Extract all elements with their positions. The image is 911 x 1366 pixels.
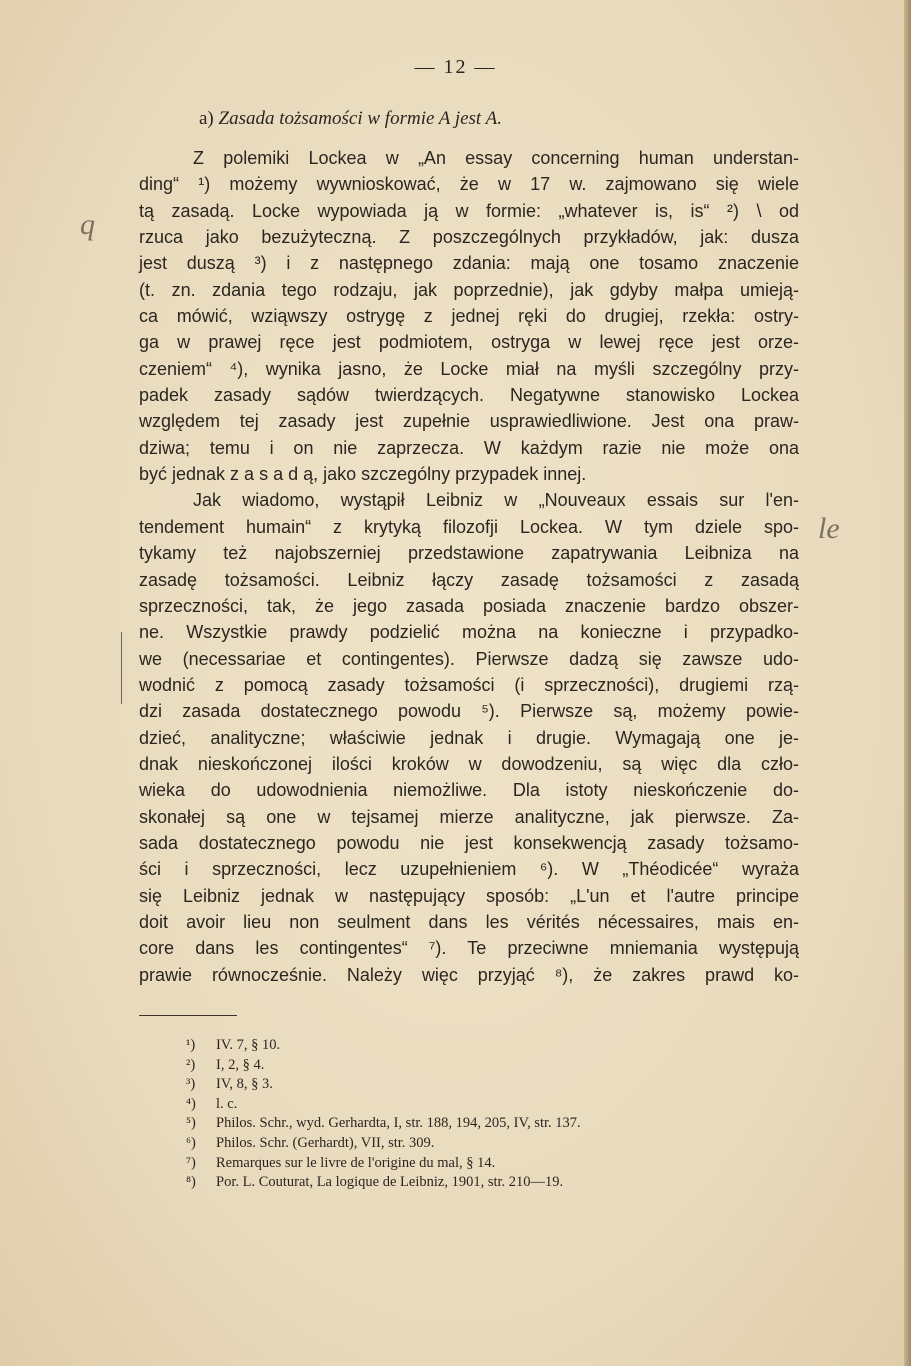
footnote-marker: ³) bbox=[186, 1076, 196, 1093]
footnote-text: I, 2, § 4. bbox=[216, 1056, 265, 1073]
footnote bbox=[186, 1154, 581, 1174]
text-line: (t. zn. zdania tego rodzaju, jak poprzednie), jak gdyby małpa umieją- bbox=[139, 279, 799, 300]
text-line: prawie równocześnie. Należy więc przyjąć ⁸), że zakres prawd ko- bbox=[139, 964, 799, 985]
text-line: się Leibniz jednak w następujący sposób: „L'un et l'autre principe bbox=[139, 885, 799, 906]
text-line: padek zasady sądów twierdzących. Negatywne stanowisko Lockea bbox=[139, 385, 799, 406]
footnote-text: IV, 8, § 3. bbox=[216, 1076, 273, 1093]
text-line: dziwa; temu i on nie zaprzecza. W każdym razie nie może ona bbox=[139, 437, 799, 458]
margin-annotation-right: le bbox=[818, 512, 840, 545]
footnote-text: Por. L. Couturat, La logique de Leibniz, 1901, str. 210—19. bbox=[216, 1174, 564, 1191]
text-line: ści i sprzeczności, lecz uzupełnieniem ⁶). W „Théodicée“ wyraża bbox=[139, 859, 799, 880]
text-line: zasadę tożsamości. Leibniz łączy zasadę tożsamości z zasadą bbox=[139, 569, 799, 590]
footnote bbox=[186, 1056, 581, 1076]
text-line: wodnić z pomocą zasady tożsamości (i sprzeczności), drugiemi rzą- bbox=[139, 674, 799, 695]
margin-annotation-left: q bbox=[80, 208, 95, 241]
footnote-marker: ⁴) bbox=[186, 1095, 196, 1112]
text-line: doit avoir lieu non seulment dans les vérités nécessaires, mais en- bbox=[139, 911, 799, 932]
footnote bbox=[186, 1134, 581, 1154]
footnotes bbox=[186, 1036, 581, 1193]
text-line: rzuca jako bezużyteczną. Z poszczególnych przykładów, jak: dusza bbox=[139, 227, 799, 248]
text-line: ding“ ¹) możemy wywnioskować, że w 17 w. zajmowano się wiele bbox=[139, 174, 799, 195]
footnote-marker: ¹) bbox=[186, 1037, 196, 1053]
footnote-text: Philos. Schr. (Gerhardt), VII, str. 309. bbox=[216, 1134, 435, 1151]
footnote-text: l. c. bbox=[216, 1095, 238, 1112]
footnote bbox=[186, 1095, 581, 1115]
footnote-marker: ⁷) bbox=[186, 1154, 196, 1171]
section-heading bbox=[199, 108, 502, 130]
footnote-marker: ⁶) bbox=[186, 1134, 196, 1151]
text-line: ca mówić, wziąwszy ostrygę z jednej ręki do drugiej, rzekła: ostry- bbox=[139, 306, 799, 327]
heading-title: Zasada tożsamości w formie A jest A. bbox=[218, 108, 502, 129]
page-edge bbox=[904, 0, 911, 1366]
footnote-marker: ⁸) bbox=[186, 1174, 196, 1191]
text-line: sada dostatecznego powodu nie jest konsekwencją zasady tożsamo- bbox=[139, 832, 799, 853]
text-line: ga w prawej ręce jest podmiotem, ostryga w lewej ręce jest orze- bbox=[139, 332, 799, 353]
text-line: wieka do udowodnienia niemożliwe. Dla istoty nieskończenie do- bbox=[139, 780, 799, 801]
footnote-marker: ²) bbox=[186, 1056, 196, 1073]
margin-pencil-line bbox=[121, 632, 122, 704]
footnote-text: IV. 7, § 10. bbox=[216, 1037, 281, 1053]
text-line: dzieć, analityczne; właściwie jednak i drugie. Wymagają one je- bbox=[139, 727, 799, 748]
text-line: tykamy też najobszerniej przedstawione zapatrywania Leibniza na bbox=[139, 543, 799, 564]
footnote-marker: ⁵) bbox=[186, 1115, 196, 1132]
footnote-text: Remarques sur le livre de l'origine du mal, § 14. bbox=[216, 1154, 496, 1171]
text-line: dzi zasada dostatecznego powodu ⁵). Pierwsze są, możemy powie- bbox=[139, 701, 799, 722]
page-number: — 12 — bbox=[414, 56, 497, 78]
text-line: tą zasadą. Locke wypowiada ją w formie: „whatever is, is“ ²) \ od bbox=[139, 200, 799, 221]
text-line: dnak nieskończonej ilości kroków w dowodzeniu, są więc dla czło- bbox=[139, 753, 799, 774]
text-line: sprzeczności, tak, że jego zasada posiada znaczenie bardzo obszer- bbox=[139, 595, 799, 616]
text-line: core dans les contingentes“ ⁷). Te przeciwne mniemania występują bbox=[139, 938, 799, 959]
footnote-rule bbox=[139, 1015, 237, 1016]
footnote bbox=[186, 1036, 581, 1056]
text-line: we (necessariae et contingentes). Pierwsze dadzą się zawsze udo- bbox=[139, 648, 799, 669]
footnote-text: Philos. Schr., wyd. Gerhardta, I, str. 188, 194, 205, IV, str. 137. bbox=[216, 1115, 581, 1132]
text-line: tendement humain“ z krytyką filozofji Lockea. W tym dziele spo- bbox=[139, 516, 799, 537]
text-line: skonałej są one w tejsamej mierze analityczne, jak pierwsze. Za- bbox=[139, 806, 799, 827]
text-line: Z polemiki Lockea w „An essay concerning human understan- bbox=[193, 148, 799, 168]
text-line: Jak wiadomo, wystąpił Leibniz w „Nouveaux essais sur l'en- bbox=[193, 490, 799, 511]
footnote bbox=[186, 1075, 581, 1095]
text-line: względem tej zasady jest zupełnie usprawiedliwione. Jest ona praw- bbox=[139, 411, 799, 432]
text-line: ne. Wszystkie prawdy podzielić można na konieczne i przypadko- bbox=[139, 622, 799, 643]
text-line: być jednak z a s a d ą, jako szczególny przypadek innej. bbox=[139, 464, 587, 485]
footnote bbox=[186, 1173, 581, 1193]
heading-label: a) bbox=[199, 108, 214, 129]
body-text bbox=[139, 145, 799, 988]
footnote bbox=[186, 1114, 581, 1134]
text-line: jest duszą ³) i z następnego zdania: mają one tosamo znaczenie bbox=[139, 253, 799, 274]
text-line: czeniem“ ⁴), wynika jasno, że Locke miał na myśli szczególny przy- bbox=[139, 358, 799, 379]
